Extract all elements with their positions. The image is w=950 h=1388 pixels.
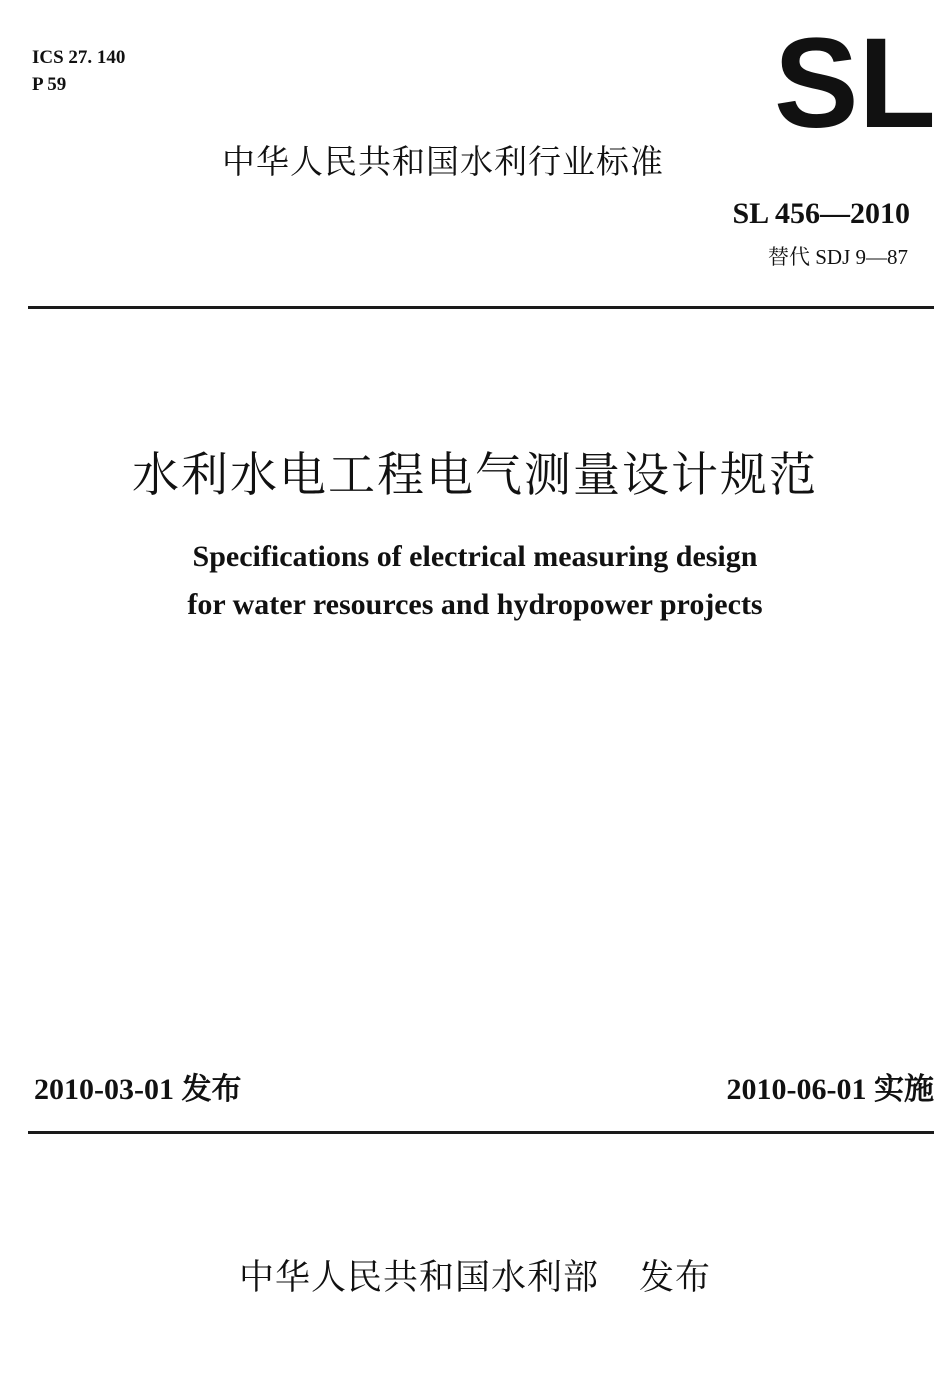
replaces-standard: 替代 SDJ 9—87 [767,245,908,269]
ics-code: ICS 27. 140 [32,47,126,68]
bottom-divider [28,1131,934,1134]
ccs-code: P 59 [32,74,67,95]
standard-number: SL 456—2010 [732,197,910,230]
standard-category: 中华人民共和国水利行业标准 [222,142,664,181]
implementation-date: 2010-06-01 实施 [726,1073,934,1106]
title-english [0,533,950,629]
top-divider [28,306,934,309]
classification-codes [32,44,125,98]
publisher-action: 发布 [639,1258,712,1298]
sl-logo-text: SL [774,30,936,136]
sl-logo [772,30,938,136]
title-english-line-2: for water resources and hydropower projects [187,588,763,621]
title-english-line-1: Specifications of electrical measuring design [192,540,758,573]
publisher-line [0,1255,950,1301]
title-chinese: 水利水电工程电气测量设计规范 [132,448,818,503]
publisher-name: 中华人民共和国水利部 [238,1258,599,1298]
issue-date: 2010-03-01 发布 [34,1073,242,1106]
